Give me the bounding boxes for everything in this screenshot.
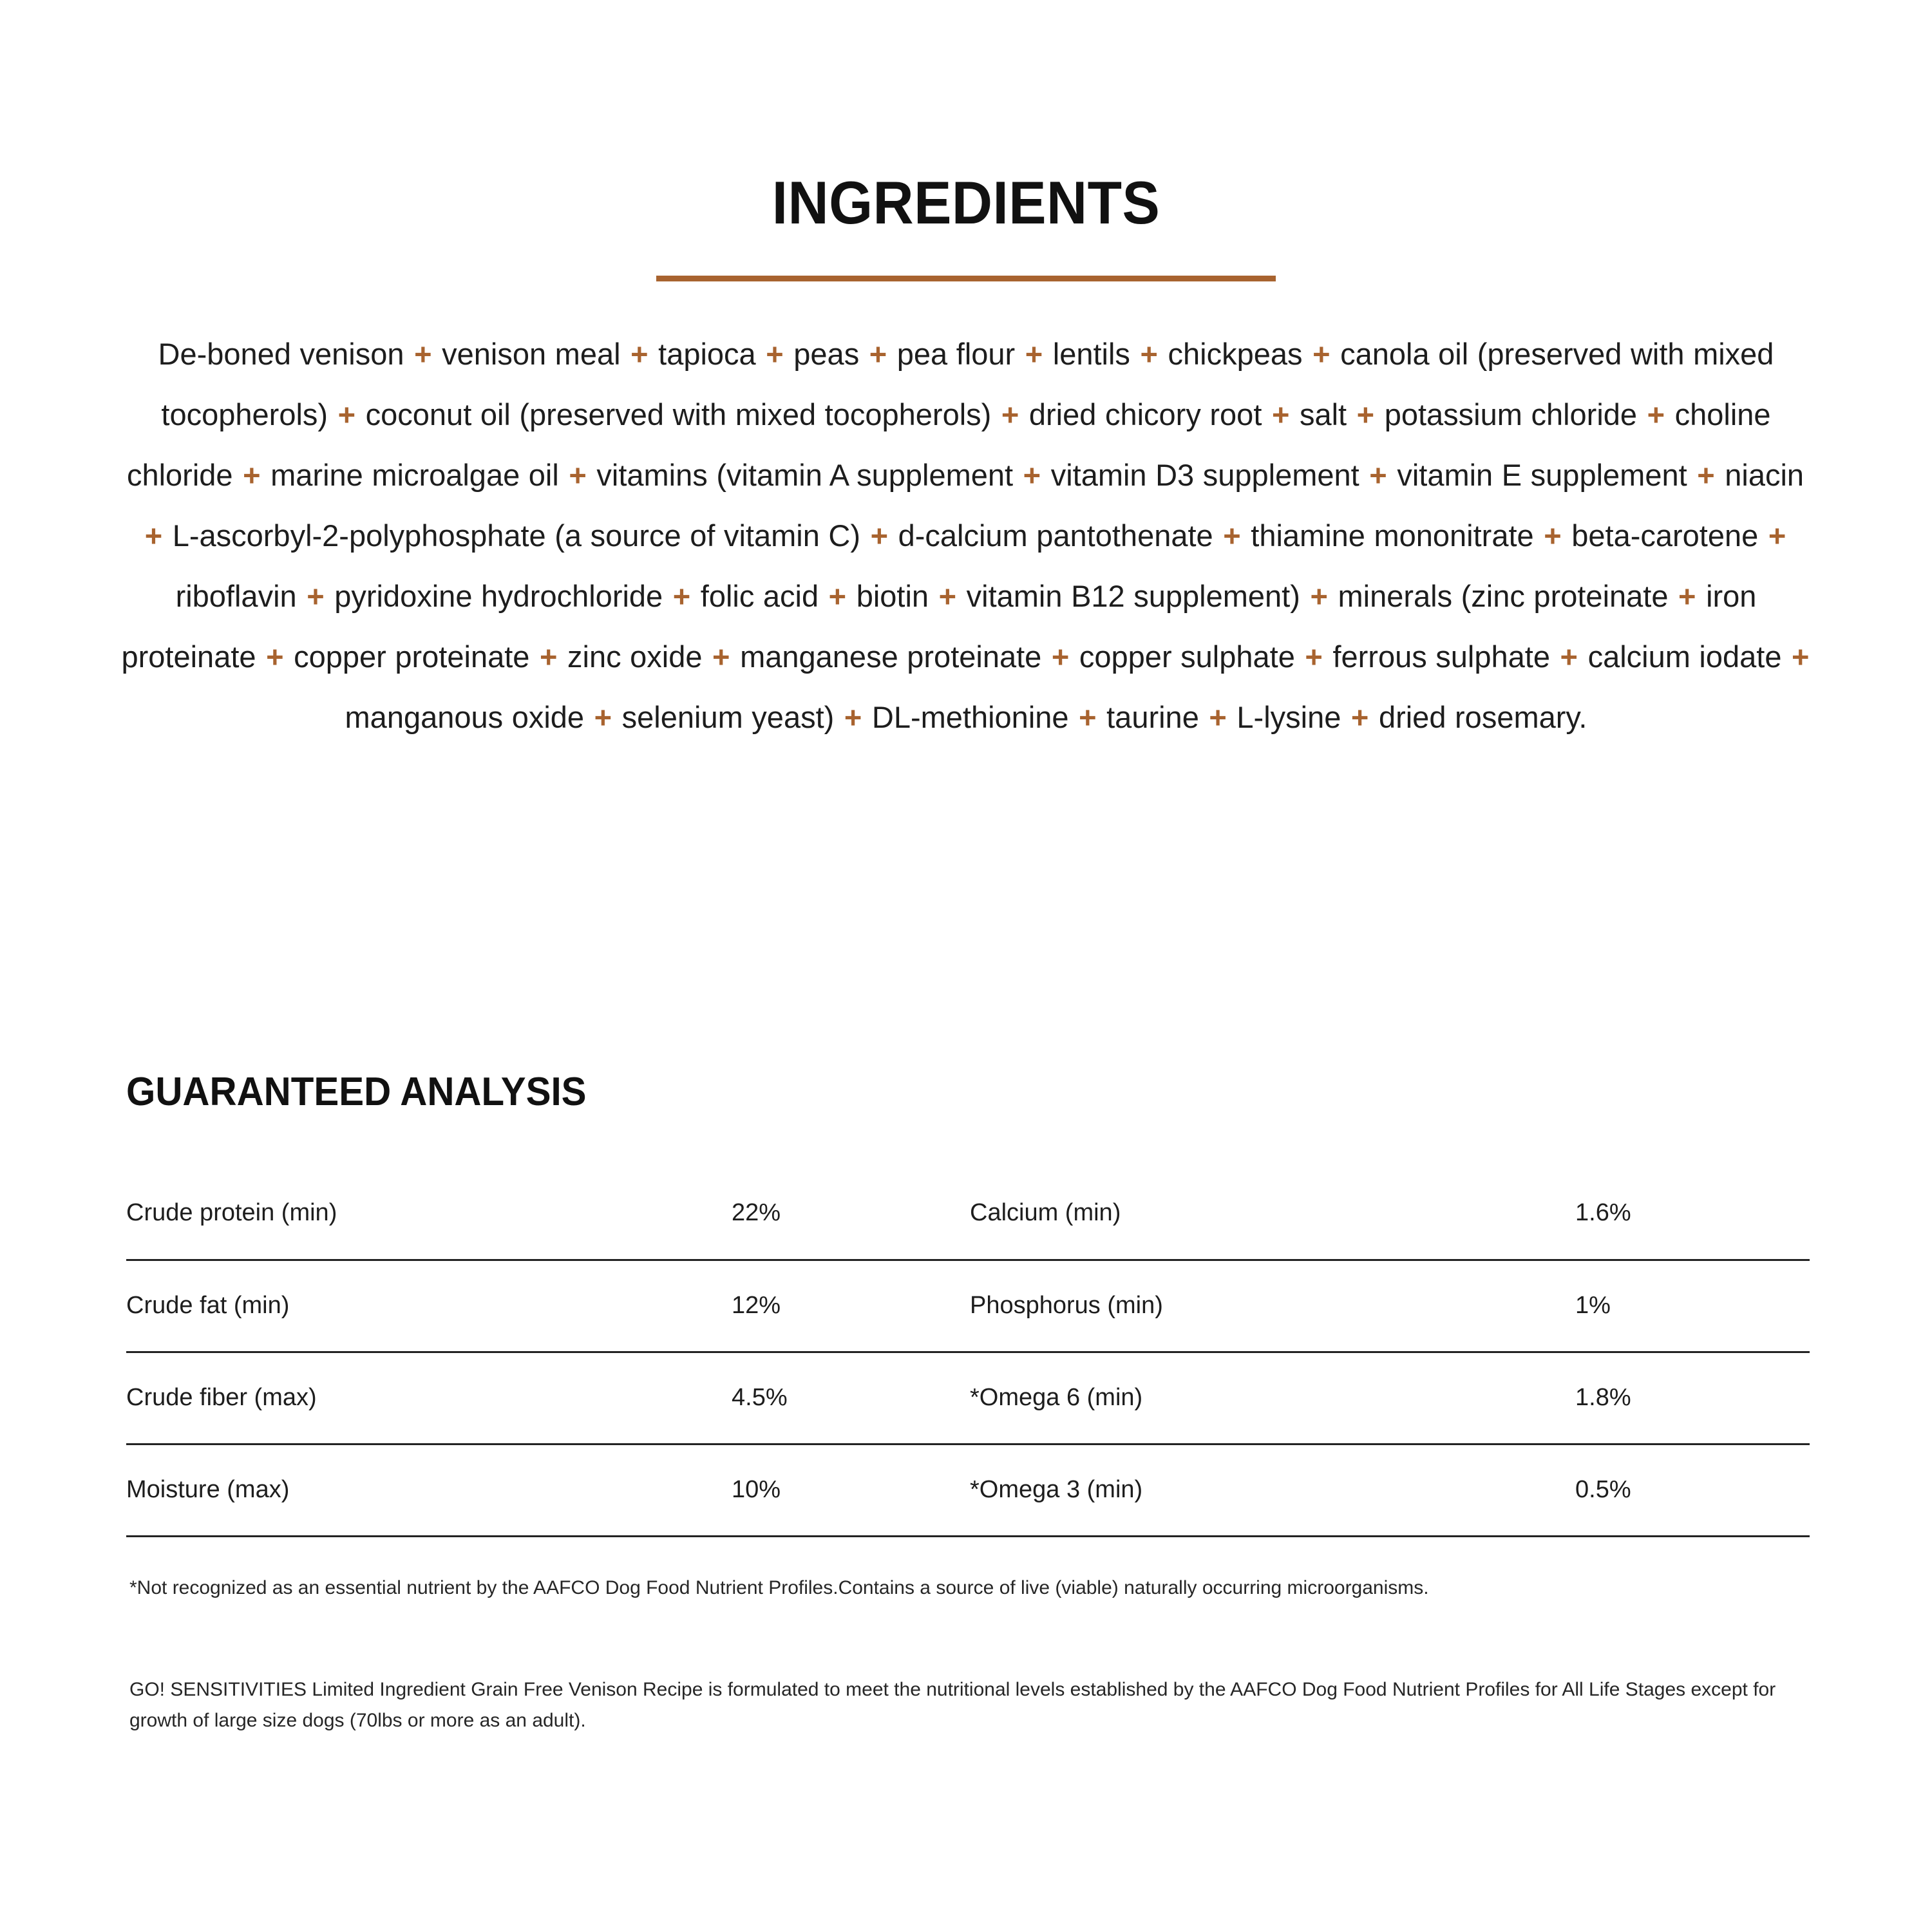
ingredient-item: choline chloride [126,397,1771,492]
ingredient-item: selenium yeast) [621,700,835,734]
ingredient-separator: + [1688,458,1724,492]
ingredient-separator: + [1131,337,1167,371]
ingredient-item: canola oil (preserved with mixed tocopherols) [161,337,1774,431]
ingredient-separator: + [621,337,658,371]
ingredient-item: ferrous sulphate [1332,639,1550,674]
ingredient-item: lentils [1052,337,1130,371]
ingredient-item: niacin [1725,458,1804,492]
nutrient-label: *Omega 6 (min) [970,1352,1575,1444]
ingredient-item: potassium chloride [1384,397,1638,431]
page-title: INGREDIENTS [772,169,1160,236]
ingredient-separator: + [835,700,871,734]
ingredient-item: vitamin E supplement [1397,458,1687,492]
guaranteed-analysis-section [126,1072,1810,1537]
ingredient-separator: + [1263,397,1298,431]
guaranteed-analysis-table [126,1168,1810,1537]
nutrient-value: 10% [732,1444,970,1536]
ingredient-separator: + [992,397,1028,431]
ingredient-separator: + [560,458,596,492]
ingredient-separator: + [1016,337,1052,371]
ingredient-item: tapioca [658,337,756,371]
ingredients-section [0,169,1932,748]
nutrient-label: Crude fiber (max) [126,1352,732,1444]
ingredient-separator: + [1342,700,1378,734]
ingredient-separator: + [329,397,365,431]
ingredient-separator: + [405,337,441,371]
table-row [126,1260,1810,1352]
ingredient-item: calcium iodate [1587,639,1782,674]
ingredient-item: manganese proteinate [740,639,1042,674]
ingredient-item: DL-methionine [871,700,1069,734]
ingredient-item: riboflavin [175,579,297,613]
ingredient-separator: + [1638,397,1674,431]
ingredient-separator: + [585,700,621,734]
ingredient-separator: + [1759,518,1786,553]
ingredient-item: marine microalgae oil [270,458,559,492]
ingredient-item: biotin [856,579,929,613]
nutrient-value: 1% [1575,1260,1810,1352]
ingredient-separator: + [531,639,566,674]
ingredient-item: venison meal [442,337,621,371]
ingredient-separator: + [1014,458,1050,492]
nutrient-label: *Omega 3 (min) [970,1444,1575,1536]
ingredient-item: zinc oxide [567,639,703,674]
ingredient-item: copper sulphate [1079,639,1295,674]
ingredient-item: d-calcium pantothenate [898,518,1213,553]
ingredient-separator: + [664,579,699,613]
ingredient-item: chickpeas [1168,337,1303,371]
ingredient-item: salt [1299,397,1347,431]
table-row [126,1352,1810,1444]
ingredient-separator: + [1783,639,1810,674]
nutrient-value: 12% [732,1260,970,1352]
ingredient-item: L-ascorbyl-2-polyphosphate (a source of vitamin C) [172,518,861,553]
ingredient-separator: + [1303,337,1340,371]
ingredient-item: thiamine mononitrate [1251,518,1534,553]
ingredient-item: vitamin B12 supplement) [966,579,1300,613]
ingredient-item: vitamins (vitamin A supplement [596,458,1014,492]
ingredient-separator: + [1360,458,1396,492]
ingredient-separator: + [1200,700,1236,734]
table-row [126,1168,1810,1260]
ingredient-item: dried rosemary. [1378,700,1587,734]
ingredient-separator: + [1070,700,1106,734]
table-row [126,1444,1810,1536]
ingredient-separator: + [234,458,270,492]
ingredient-item: iron proteinate [121,579,1757,674]
ingredient-item: pyridoxine hydrochloride [334,579,663,613]
ingredient-separator: + [1214,518,1250,553]
ingredient-item: De-boned venison [158,337,404,371]
ingredient-separator: + [757,337,793,371]
nutrient-label: Crude protein (min) [126,1168,732,1260]
nutrient-label: Crude fat (min) [126,1260,732,1352]
ingredient-separator: + [820,579,855,613]
ingredient-separator: + [862,518,897,553]
ingredient-separator: + [298,579,334,613]
ingredients-list [116,324,1816,748]
ingredient-item: vitamin D3 supplement [1050,458,1359,492]
ingredient-separator: + [1669,579,1705,613]
title-divider [656,276,1276,281]
nutrient-value: 1.6% [1575,1168,1810,1260]
nutrient-label: Calcium (min) [970,1168,1575,1260]
ingredient-separator: + [1348,397,1383,431]
ingredient-separator: + [257,639,293,674]
ingredient-item: copper proteinate [294,639,530,674]
nutrient-label: Phosphorus (min) [970,1260,1575,1352]
ingredient-separator: + [1296,639,1332,674]
nutrient-value: 1.8% [1575,1352,1810,1444]
ingredient-separator: + [930,579,965,613]
ingredient-item: minerals (zinc proteinate [1338,579,1669,613]
ingredient-separator: + [1301,579,1337,613]
ingredient-item: peas [793,337,860,371]
nutrient-label: Moisture (max) [126,1444,732,1536]
asterisk-footnote: *Not recognized as an essential nutrient by the AAFCO Dog Food Nutrient Profiles.Contains a source of live (viable) naturally occurring microorganisms. [129,1577,1429,1598]
nutrient-value: 4.5% [732,1352,970,1444]
ingredient-item: beta-carotene [1571,518,1759,553]
ingredient-separator: + [860,337,896,371]
guaranteed-analysis-title: GUARANTEED ANALYSIS [126,1070,587,1114]
nutrient-value: 22% [732,1168,970,1260]
ingredient-item: manganous oxide [345,700,585,734]
ingredient-item: pea flour [896,337,1016,371]
ingredient-separator: + [1551,639,1587,674]
ingredient-item: L-lysine [1236,700,1341,734]
nutrient-value: 0.5% [1575,1444,1810,1536]
ingredient-item: folic acid [700,579,819,613]
ingredient-separator: + [144,518,171,553]
ingredient-separator: + [1043,639,1078,674]
ingredient-item: dried chicory root [1028,397,1262,431]
aafco-statement: GO! SENSITIVITIES Limited Ingredient Grain Free Venison Recipe is formulated to meet the nutritional levels established by the AAFCO Dog Food Nutrient Profiles for All Life Stages except for growth of large size dogs (70lbs or more as an adult). [129,1679,1776,1731]
ingredient-separator: + [703,639,739,674]
ingredient-item: coconut oil (preserved with mixed tocopherols) [365,397,992,431]
ingredient-item: taurine [1106,700,1199,734]
ingredient-separator: + [1535,518,1571,553]
